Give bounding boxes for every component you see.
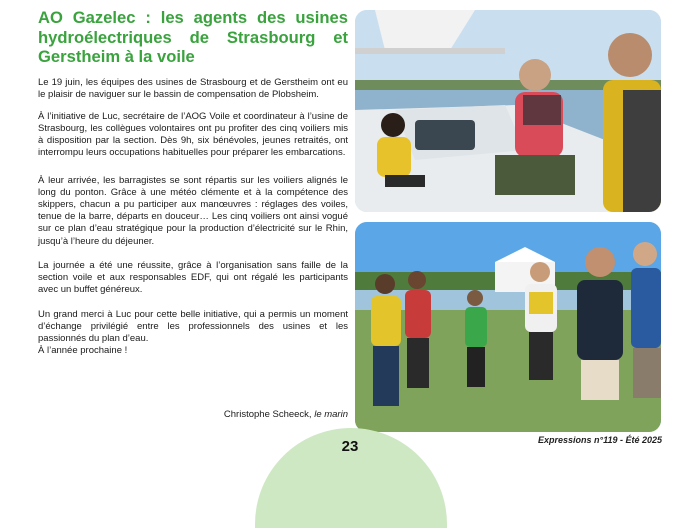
paragraph-arrival: À leur arrivée, les barragistes se sont répartis sur les voiliers alignés le long du ponton. Grâce à une météo clémente et à la compétence des skippers, chacun a pu participer aux manœuvres : réglages des voiles, tenue de la barre, départs en douceur… Les cinq voiliers ont ainsi vogué sur ce plan d’eau stratégique pour la production d’électricité sur le Rhin, jusqu’à l’heure du déjeuner. [38,175,348,247]
signature-name: Christophe Scheeck, [223,409,315,420]
paragraph-intro: Le 19 juin, les équipes des usines de Strasbourg et de Gerstheim ont eu le plaisir de naviguer sur le bassin de compensation de Plobsheim. [38,76,348,100]
signature-role: le marin [314,409,348,420]
paragraph-initiative: À l’initiative de Luc, secrétaire de l’AOG Voile et coordinateur à l’usine de Strasbourg, les collègues volontaires ont pu profiter des cinq voiliers mis à disposition par la section. Dès 9h, six bénévoles, jeunes retraités, ont interrompu leurs occupations habituelles pour préparer les embarcations. [38,110,348,158]
paragraph-thanks: Un grand merci à Luc pour cette belle initiative, qui a permis un moment d’échange privilégié entre les professionnels des usines et les passionnés du plan d’eau. [38,308,348,345]
article-title: AO Gazelec : les agents des usines hydroélectriques de Strasbourg et Gerstheim à la voile [38,8,348,66]
photo-group-on-shore [355,222,661,432]
photo-sailboat-crew [355,10,661,212]
paragraph-closing: À l’année prochaine ! [38,345,128,357]
article-column [38,8,348,357]
paragraph-success: La journée a été une réussite, grâce à l’organisation sans faille de la section voile et aux responsables EDF, qui ont régalé les participants avec un buffet généreux. [38,259,348,295]
signature [38,409,348,420]
publication-footer: Expressions n°119 - Été 2025 [538,435,662,445]
page-number: 23 [341,438,359,455]
